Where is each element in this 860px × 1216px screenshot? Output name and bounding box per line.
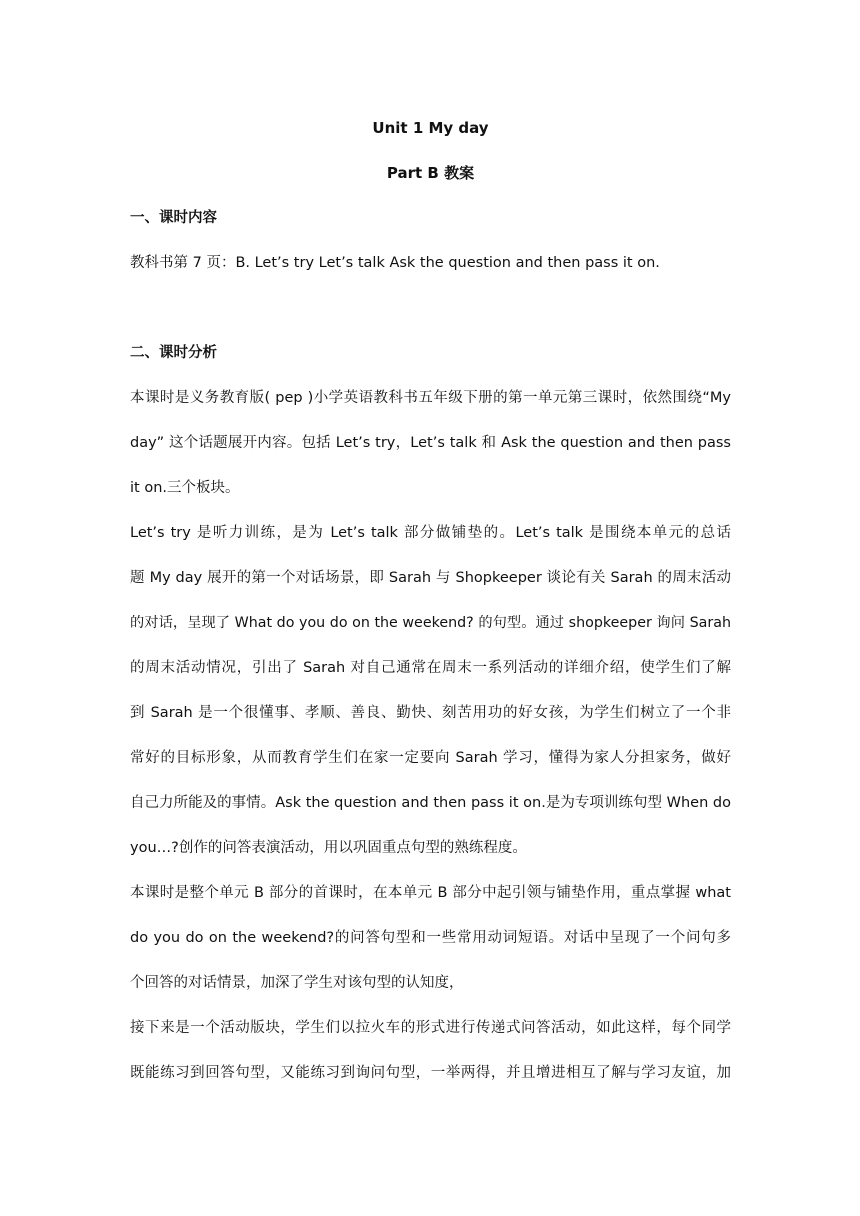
section-content-line: 教科书第 7 页：B. Let’s try Let’s talk Ask the question and then pass it on. — [130, 255, 660, 271]
paragraph-line: it on.三个板块。 — [130, 480, 240, 496]
paragraph-line: 本课时是义务教育版( pep )小学英语教科书五年级下册的第一单元第三课时，依然围绕“My — [130, 390, 731, 406]
paragraph-line: 的周末活动情况，引出了 Sarah 对自己通常在周末一系列活动的详细介绍，使学生们了解 — [130, 660, 731, 676]
paragraph-line: you…?创作的问答表演活动，用以巩固重点句型的熟练程度。 — [130, 840, 527, 856]
document-subtitle: Part B 教案 — [386, 164, 475, 182]
paragraph-line: do you do on the weekend?的问答句型和一些常用动词短语。对话中呈现了一个问句多 — [130, 930, 731, 946]
paragraph-line: 常好的目标形象，从而教育学生们在家一定要向 Sarah 学习，懂得为家人分担家务，做好 — [130, 750, 731, 766]
paragraph-line: 题 My day 展开的第一个对话场景，即 Sarah 与 Shopkeeper 谈论有关 Sarah 的周末活动 — [130, 570, 731, 586]
document-title: Unit 1 My day — [372, 119, 489, 137]
paragraph-line: 自己力所能及的事情。Ask the question and then pass it on.是为专项训练句型 When do — [130, 795, 731, 811]
paragraph-line: 本课时是整个单元 B 部分的首课时，在本单元 B 部分中起引领与铺垫作用，重点掌握 what — [130, 885, 731, 901]
paragraph-line: Let’s try 是听力训练，是为 Let’s talk 部分做铺垫的。Let’s talk 是围绕本单元的总话 — [130, 525, 731, 541]
paragraph-line: 到 Sarah 是一个很懂事、孝顺、善良、勤快、刻苦用功的好女孩，为学生们树立了一个非 — [130, 705, 731, 721]
paragraph-line: 个回答的对话情景，加深了学生对该句型的认知度， — [130, 975, 464, 991]
paragraph-line: 既能练习到回答句型，又能练习到询问句型，一举两得，并且增进相互了解与学习友谊，加 — [130, 1065, 731, 1081]
paragraph-line: 的对话，呈现了 What do you do on the weekend? 的句型。通过 shopkeeper 询问 Sarah — [130, 615, 731, 631]
paragraph-line: 接下来是一个活动版块，学生们以拉火车的形式进行传递式问答活动，如此这样，每个同学 — [130, 1020, 731, 1036]
section-heading-analysis: 二、课时分析 — [130, 345, 217, 361]
section-heading-content: 一、课时内容 — [130, 210, 217, 226]
paragraph-line: day” 这个话题展开内容。包括 Let’s try，Let’s talk 和 Ask the question and then pass — [130, 435, 731, 451]
